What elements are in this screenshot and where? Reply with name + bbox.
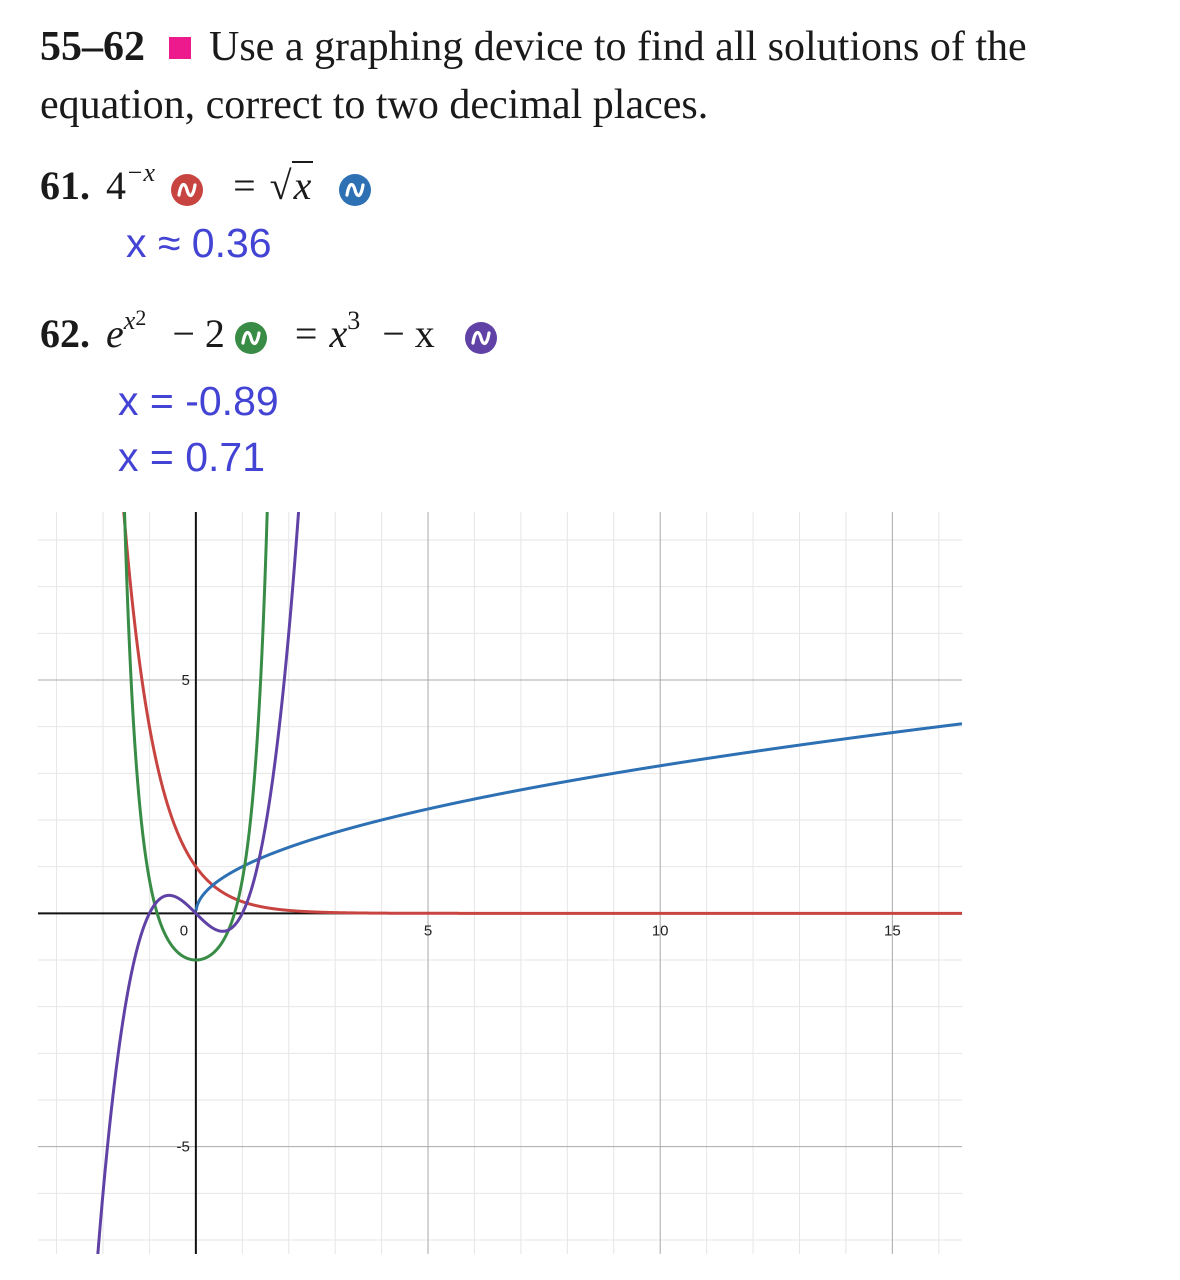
lhs-base: e: [106, 311, 124, 356]
x-tick-label: 5: [423, 922, 433, 940]
x-tick-label: 10: [651, 922, 669, 940]
lhs-tail: − 2: [172, 311, 225, 356]
rhs-variable: x: [329, 311, 348, 356]
rhs-tail: − x: [382, 311, 435, 356]
lhs-base: 4: [106, 163, 126, 208]
curve-toggle-icon-green[interactable]: [235, 322, 267, 354]
exercise-header: [40, 18, 1170, 134]
curve-4-pow-neg-x: [38, 500, 962, 913]
problem-62: [40, 305, 503, 357]
curve-sqrt-x: [196, 724, 962, 911]
pink-square-icon: [169, 37, 191, 59]
exercise-instruction: Use a graphing device to find all solutions of the equation, correct to two decimal places.: [40, 24, 1027, 128]
curve-toggle-icon-red[interactable]: [171, 174, 203, 206]
y-tick-label: 5: [181, 672, 190, 689]
rhs-exponent: 3: [347, 306, 361, 335]
curve-exp-x2-minus-2: [38, 500, 962, 960]
function-graph[interactable]: [0, 500, 1180, 1280]
lhs-exponent-exponent: 2: [135, 305, 147, 330]
answer-61: x ≈ 0.36: [126, 220, 272, 266]
problem-number: 61.: [40, 163, 90, 208]
x-tick-label: 15: [884, 922, 901, 940]
sqrt-expression: √x: [269, 163, 312, 208]
curve-toggle-icon-purple[interactable]: [465, 322, 497, 354]
curve-toggle-icon-blue[interactable]: [339, 174, 371, 206]
rhs-variable: x: [293, 163, 312, 208]
equals-sign: =: [294, 311, 318, 356]
exercise-range: 55–62: [40, 24, 145, 70]
answer-62-first: x = -0.89: [118, 378, 279, 424]
curve-cubic: [38, 500, 962, 1280]
lhs-exponent: −x: [126, 158, 156, 187]
answer-62-second: x = 0.71: [118, 434, 266, 480]
y-tick-label: -5: [176, 1138, 190, 1156]
lhs-exponent: x: [123, 306, 136, 335]
problem-number: 62.: [40, 311, 90, 356]
equals-sign: =: [233, 163, 256, 208]
x-tick-label: 0: [179, 922, 189, 940]
problem-61: [40, 158, 377, 209]
